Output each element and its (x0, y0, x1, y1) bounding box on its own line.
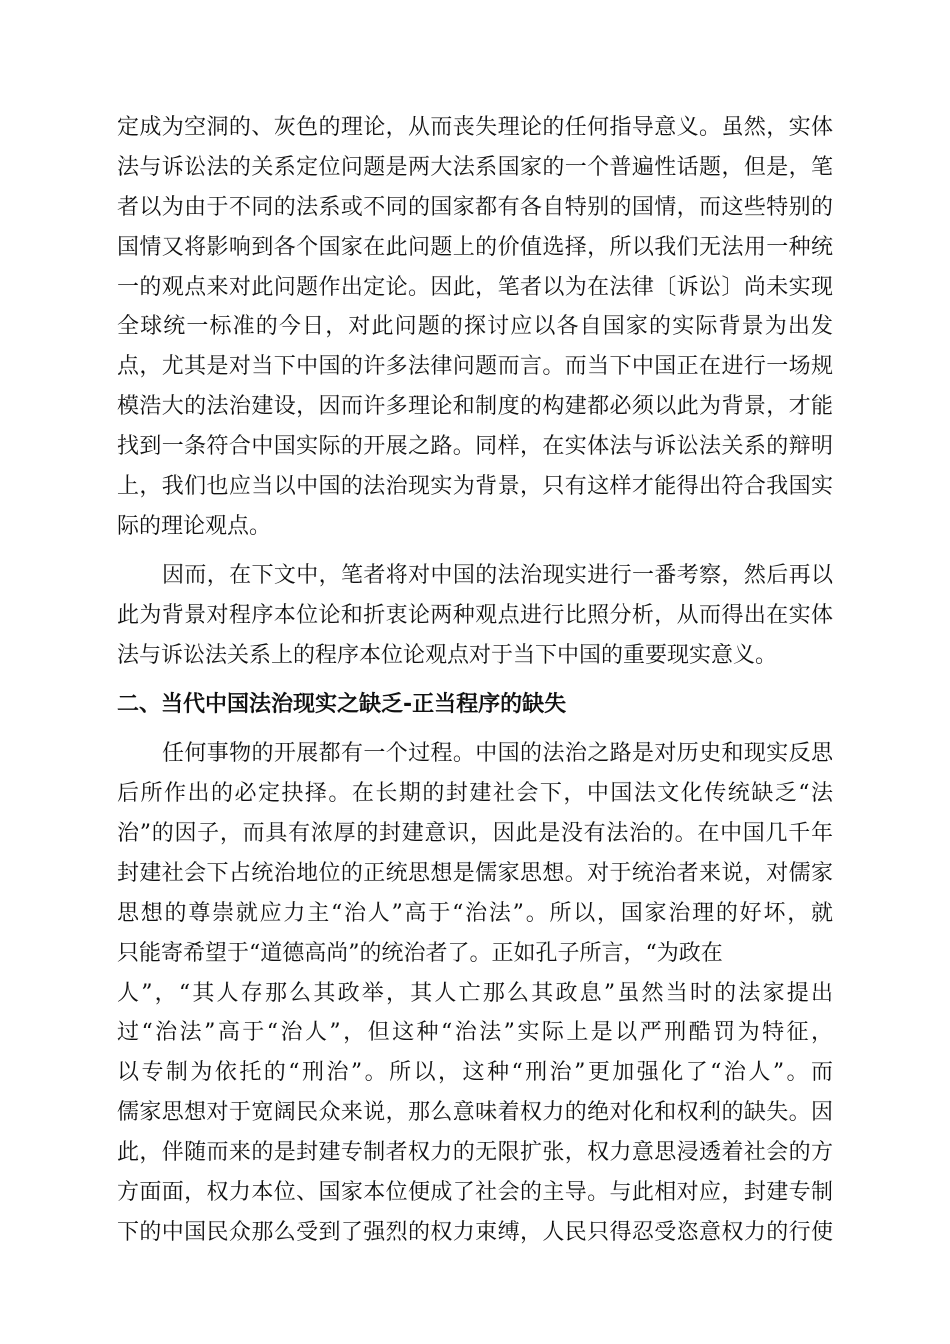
text-line: 找到一条符合中国实际的开展之路。同样，在实体法与诉讼法关系的辩明 (117, 434, 833, 459)
text-line: 一的观点来对此问题作出定论。因此，笔者以为在法律〔诉讼〕尚未实现 (117, 275, 833, 300)
text-line: 此为背景对程序本位论和折衷论两种观点进行比照分析，从而得出在实体 (117, 603, 833, 628)
text-line: 下的中国民众那么受到了强烈的权力束缚，人民只得忍受恣意权力的行使 (117, 1220, 833, 1245)
text-line: 点，尤其是对当下中国的许多法律问题而言。而当下中国正在进行一场规 (117, 354, 833, 379)
section-heading: 二、当代中国法治现实之缺乏-正当程序的缺失 (117, 692, 567, 717)
text-line: 者以为由于不同的法系或不同的国家都有各自特别的国情，而这些特别的 (117, 195, 833, 220)
text-line: 际的理论观点。 (117, 514, 272, 539)
text-line: 思想的尊崇就应力主“治人”高于“治法”。所以，国家治理的好坏，就 (117, 901, 833, 926)
text-line: 儒家思想对于宽阔民众来说，那么意味着权力的绝对化和权利的缺失。因 (117, 1100, 833, 1125)
text-line: 定成为空洞的、灰色的理论，从而丧失理论的任何指导意义。虽然，实体 (117, 115, 833, 140)
text-line: 只能寄希望于“道德高尚”的统治者了。正如孔子所言，“为政在 (117, 941, 723, 966)
text-line: 此，伴随而来的是封建专制者权力的无限扩张，权力意思浸透着社会的方 (117, 1140, 833, 1165)
text-line: 任何事物的开展都有一个过程。中国的法治之路是对历史和现实反思 (162, 741, 833, 766)
text-line: 治”的因子，而具有浓厚的封建意识，因此是没有法治的。在中国几千年 (117, 821, 833, 846)
text-line: 模浩大的法治建设，因而许多理论和制度的构建都必须以此为背景，才能 (117, 394, 833, 419)
text-line: 法与诉讼法的关系定位问题是两大法系国家的一个普遍性话题，但是，笔 (117, 155, 833, 180)
text-line: 上，我们也应当以中国的法治现实为背景，只有这样才能得出符合我国实 (117, 474, 833, 499)
text-line: 全球统一标准的今日，对此问题的探讨应以各自国家的实际背景为出发 (117, 314, 833, 339)
text-line: 过“治法”高于“治人”，但这种“治法”实际上是以严刑酷罚为特征， (117, 1020, 833, 1045)
text-line: 方面面，权力本位、国家本位便成了社会的主导。与此相对应，封建专制 (117, 1180, 833, 1205)
text-line: 法与诉讼法关系上的程序本位论观点对于当下中国的重要现实意义。 (117, 643, 778, 668)
text-line: 后所作出的必定抉择。在长期的封建社会下，中国法文化传统缺乏“法 (117, 781, 833, 806)
text-line: 人”，“其人存那么其政举，其人亡那么其政息”虽然当时的法家提出 (117, 981, 833, 1006)
text-line: 封建社会下占统治地位的正统思想是儒家思想。对于统治者来说，对儒家 (117, 861, 833, 886)
text-line: 因而，在下文中，笔者将对中国的法治现实进行一番考察，然后再以 (162, 563, 833, 588)
text-line: 国情又将影响到各个国家在此问题上的价值选择，所以我们无法用一种统 (117, 235, 833, 260)
text-line: 以专制为依托的“刑治”。所以，这种“刑治”更加强化了“治人”。而 (117, 1060, 833, 1085)
